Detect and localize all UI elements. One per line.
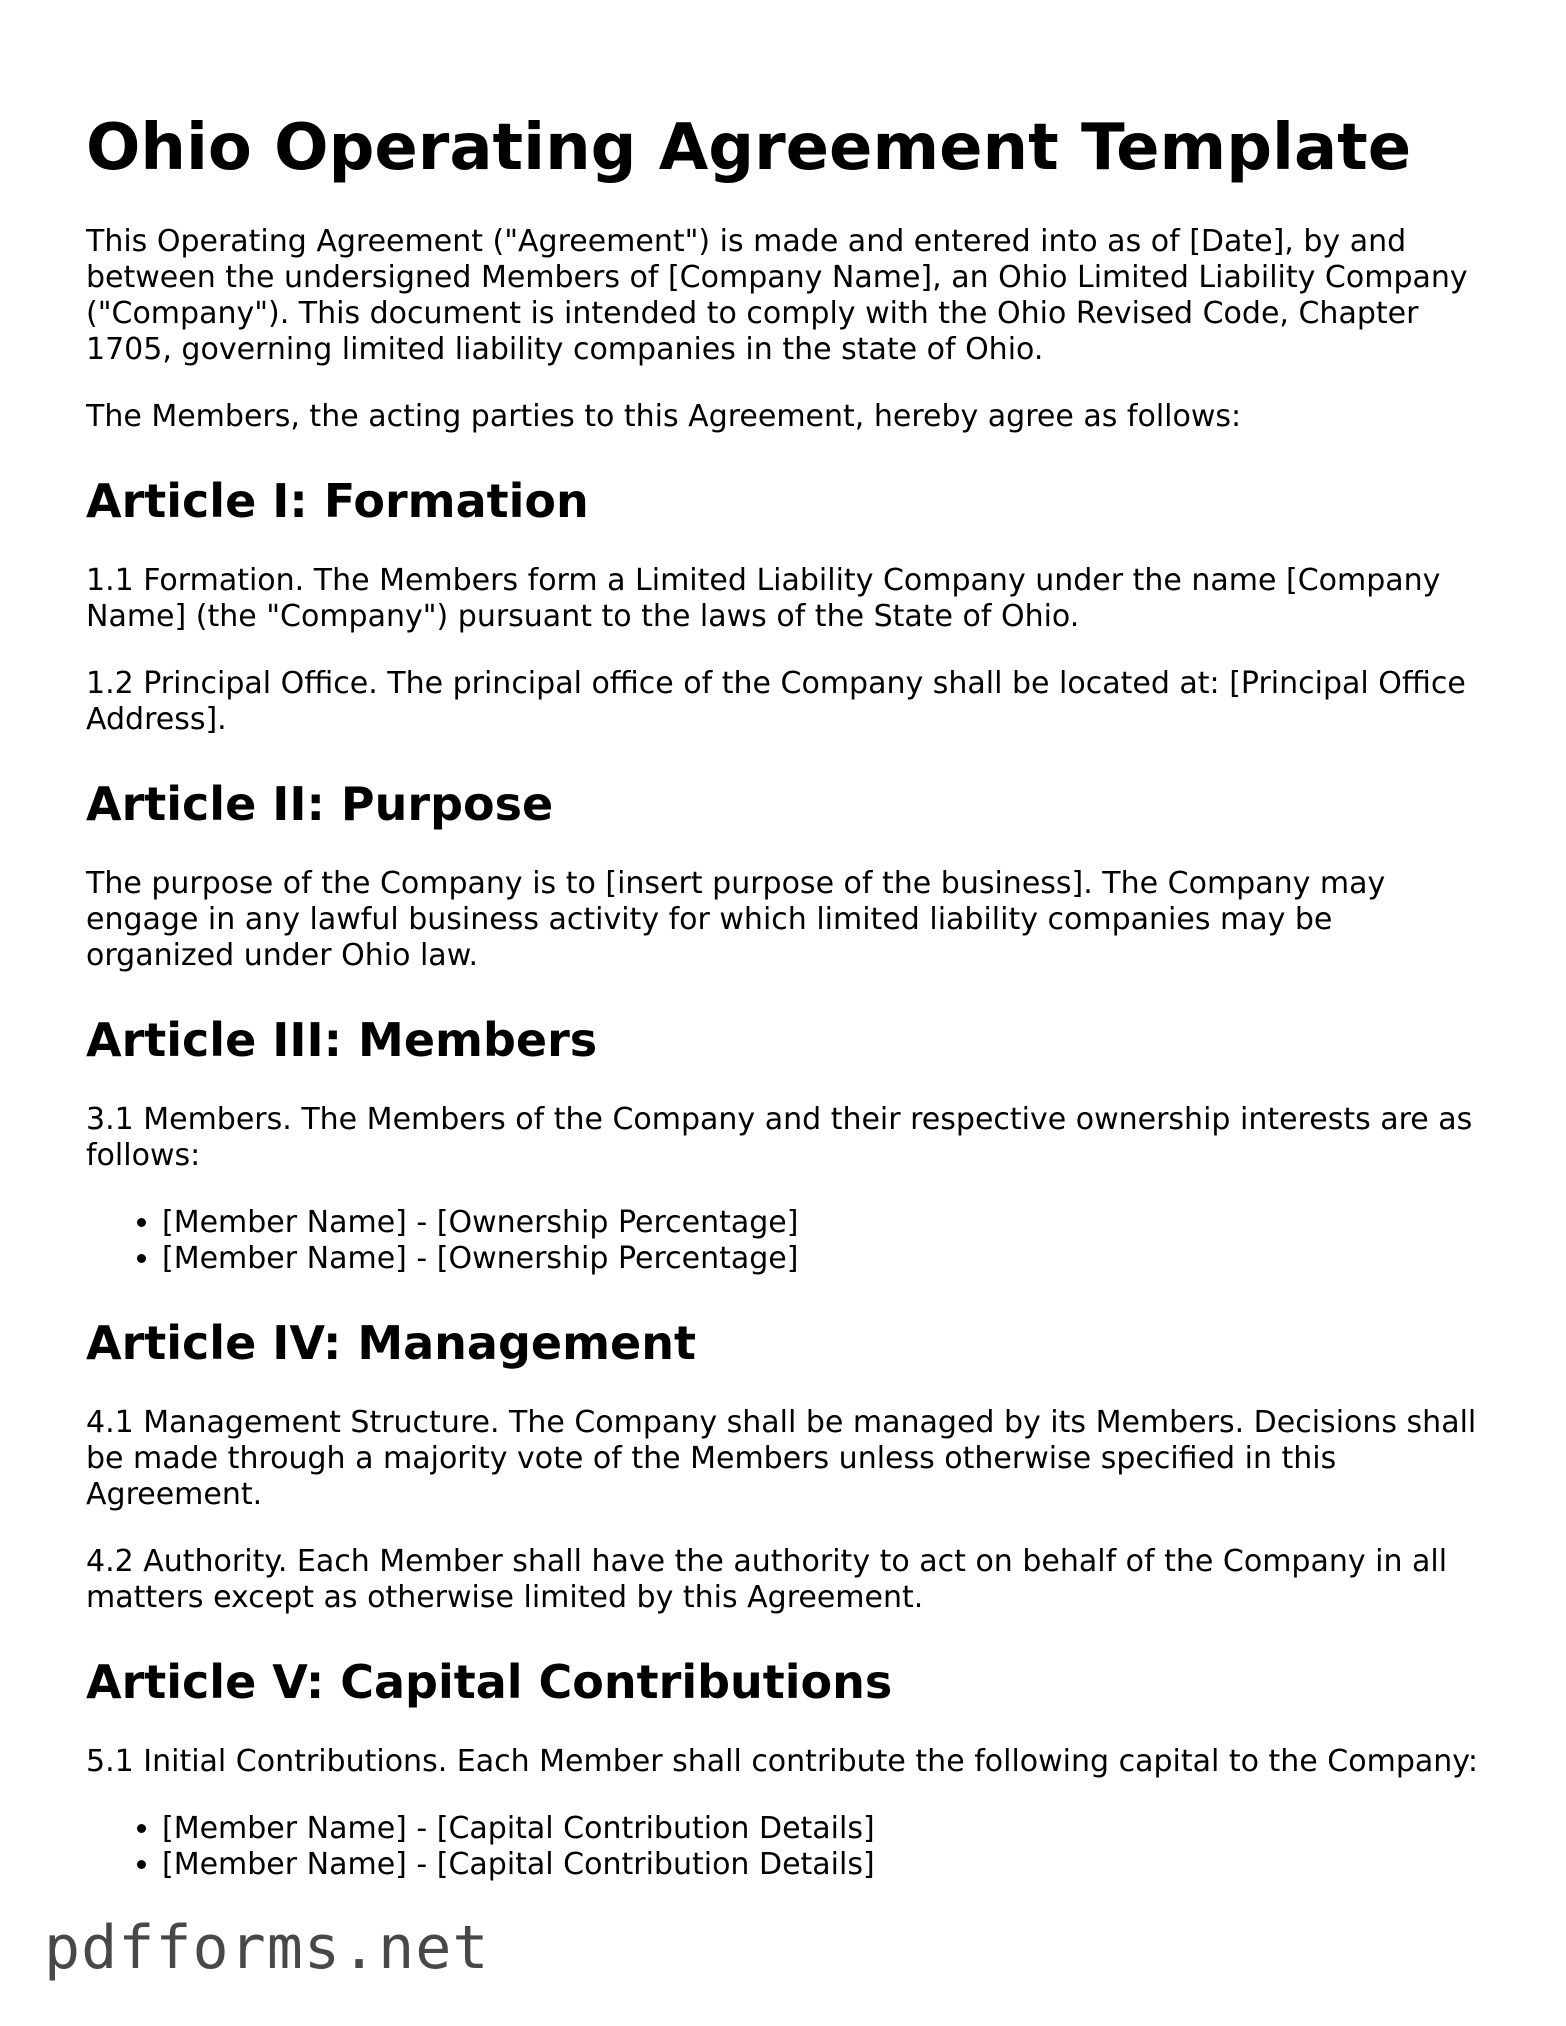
clause-initial-contributions: 5.1 Initial Contributions. Each Member shall contribute the following capital to the Company: — [86, 1744, 1478, 1779]
article-heading: Article III: Members — [86, 1013, 598, 1067]
article-members — [86, 1012, 1486, 1277]
document-page — [86, 110, 1486, 1917]
clause-formation: 1.1 Formation. The Members form a Limited Liability Company under the name [Company Name] (the "Company") pursuant to the laws of the State of Ohio. — [86, 563, 1441, 634]
article-purpose — [86, 776, 1486, 974]
article-heading: Article IV: Management — [86, 1316, 696, 1370]
list-item: • [Member Name] - [Ownership Percentage] — [162, 1205, 1486, 1241]
clause-principal-office: 1.2 Principal Office. The principal office of the Company shall be located at: [Principal Office Address]. — [86, 666, 1466, 737]
article-formation — [86, 473, 1486, 738]
article-heading: Article II: Purpose — [86, 777, 554, 831]
list-item: • [Member Name] - [Ownership Percentage] — [162, 1241, 1486, 1277]
clause-purpose: The purpose of the Company is to [insert purpose of the business]. The Company may engage in any lawful business activity for which limited liability companies may be organized under Ohio law. — [86, 866, 1386, 973]
member-list — [86, 1205, 1486, 1277]
article-management — [86, 1315, 1486, 1616]
article-heading: Article V: Capital Contributions — [86, 1655, 893, 1709]
watermark: pdfforms.net — [44, 1913, 490, 1983]
document-title: Ohio Operating Agreement Template — [86, 111, 1412, 185]
article-capital-contributions — [86, 1654, 1486, 1883]
intro-paragraph: This Operating Agreement ("Agreement") is made and entered into as of [Date], by and between the undersigned Members of [Company Name], an Ohio Limited Liability Company ("Company"). This document is intended to comply with the Ohio Revised Code, Chapter 1705, governing limited liability companies in the state of Ohio. — [86, 224, 1468, 367]
contribution-list — [86, 1811, 1486, 1883]
preamble-paragraph: The Members, the acting parties to this Agreement, hereby agree as follows: — [86, 399, 1242, 434]
article-heading: Article I: Formation — [86, 474, 589, 528]
clause-members: 3.1 Members. The Members of the Company and their respective ownership interests are as follows: — [86, 1102, 1473, 1173]
clause-management-structure: 4.1 Management Structure. The Company shall be managed by its Members. Decisions shall be made through a majority vote of the Members unless otherwise specified in this Agreement. — [86, 1405, 1477, 1512]
list-item: • [Member Name] - [Capital Contribution Details] — [162, 1811, 1486, 1847]
list-item: • [Member Name] - [Capital Contribution Details] — [162, 1847, 1486, 1883]
clause-authority: 4.2 Authority. Each Member shall have the authority to act on behalf of the Company in all matters except as otherwise limited by this Agreement. — [86, 1544, 1448, 1615]
